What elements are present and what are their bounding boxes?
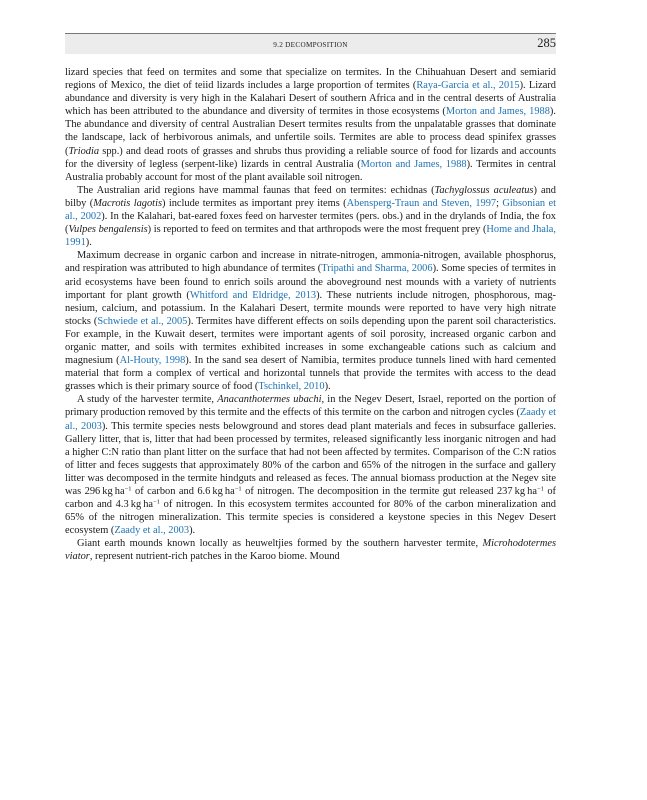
- citation-link[interactable]: Tripathi and Sharma, 2006: [321, 263, 433, 275]
- text-run: of nitrogen. In this ecosystem termites accounted for 80% of the carbon mineralization and 65% of the nitrogen mineralization. This termite species is considered a keystone species in this Negev Desert ecosystem (: [65, 499, 556, 537]
- species-name: Vulpes bengalensis: [68, 224, 148, 236]
- text-run: ;: [496, 197, 503, 209]
- running-head: 9.2 DECOMPOSITION: [273, 41, 348, 49]
- citation-link[interactable]: Morton and James, 1988: [360, 158, 467, 170]
- text-run: ).: [189, 525, 196, 537]
- page-number: 285: [537, 36, 556, 50]
- citation-link[interactable]: Schwiede et al., 2005: [97, 315, 188, 327]
- exponent: −1: [124, 485, 132, 493]
- text-run: lizard species that feed on termites and some that specialize on termites. In the Chihuahuan Desert and semiarid regions of Mexico, the diet of teiid lizards includes a large proportion of termites (: [65, 67, 556, 92]
- paragraph-lizards: [65, 66, 556, 184]
- text-run: ).: [85, 237, 92, 249]
- running-header: [65, 33, 556, 54]
- text-run: Giant earth mounds known locally as heuweltjies formed by the southern harvester termite,: [77, 538, 483, 550]
- text-run: Maximum decrease in organic carbon and increase in nitrate-nitrogen, ammonia-nitrogen, available phosphorus, and respiration was attributed to high abundance of termites (: [65, 250, 556, 275]
- text-run: of carbon and 6.6 kg ha: [131, 486, 235, 497]
- text-run: ). In the Kalahari, bat-eared foxes feed on harvester termites (pers. obs.) and in the drylands of India, the fox (: [65, 211, 557, 236]
- citation-link[interactable]: Al-Houty, 1998: [119, 355, 186, 367]
- body-text: [65, 66, 556, 564]
- text-run: ) is reported to feed on termites and that arthropods were the most frequent prey (: [147, 224, 487, 236]
- text-run: ). This termite species nests belowground and stores dead plant materials and feces in subsurface galleries. Gallery litter, that is, litter that had been processed by termites, released significantly less inorganic nitrogen and had a higher C:N ratio than plant litter on the surface that had not been affected by termites. Comparison of the C:N ratios of litter and feces suggests that approximately 80% of the carbon and 65% of the nitrogen in the surface and gallery litter was decomposed in the termite hindguts and released as feces. The annual biomass production at the Negev site was 296 kg ha: [65, 420, 556, 497]
- paragraph-harvester-termite: [65, 393, 556, 537]
- paragraph-soil-nutrients: [65, 249, 556, 393]
- citation-link[interactable]: Zaady et al., 2003: [114, 525, 190, 537]
- citation-link[interactable]: Morton and James, 1988: [445, 106, 550, 118]
- exponent: −1: [536, 485, 544, 493]
- text-run: spp.) and dead roots of grasses and shrubs thus providing a reliable source of food for lizards and accounts for the diversity of legless (serpent-like) lizards in central Australia (: [65, 145, 556, 170]
- text-run: ). Lizard abundance and diversity is very high in the Kalahari Desert of southern Africa and in the central deserts of Australia which has been attributed to the abundance and diversity of termites in those ecosystems (: [65, 80, 556, 118]
- citation-link[interactable]: Gibsonian et al., 2002: [65, 197, 556, 223]
- text-run: ) include termites as important prey items (: [162, 197, 347, 209]
- text-run: ).: [324, 381, 331, 393]
- text-run: ). Termites in central Australia probably account for most of the plant available soil nitrogen.: [65, 158, 556, 183]
- text-run: ). The abundance and diversity of central Australian Desert termites results from the unpalatable grasses that dominate the landscape, lack of herbivorous animals, and unfertile soils. Termites are able to process dead spinifex grasses (: [65, 106, 556, 157]
- text-run: ). These nutrients include nitrogen, phosphorous, magnesium, calcium, and potassium. In the Kalahari Desert, termite mounds were reported to have very high nitrate stocks (: [65, 289, 556, 327]
- text-run: ). Some species of termites in arid ecosystems have been found to enrich soils around the aboveground nest mounds with a variety of nutrients important for plant growth (: [65, 263, 556, 301]
- citation-link[interactable]: Home and Jhala, 1991: [65, 224, 556, 249]
- citation-link[interactable]: Whitford and Eldridge, 2013: [189, 289, 317, 301]
- species-name: Macrotis lagotis: [93, 197, 162, 209]
- species-name: Tachyglossus aculeatus: [434, 184, 534, 196]
- species-name: Microhodotermes viator: [65, 538, 556, 563]
- species-name: Triodia: [68, 145, 100, 157]
- text-run: of nitrogen. The decomposition in the termite gut released 237 kg ha: [241, 486, 537, 497]
- exponent: −1: [234, 485, 242, 493]
- paragraph-earth-mounds: [65, 537, 556, 563]
- species-name: Anacanthotermes ubachi: [217, 394, 322, 406]
- citation-link[interactable]: Raya-Garcia et al., 2015: [416, 80, 520, 92]
- text-run: ). In the sand sea desert of Namibia, termites produce tunnels lined with hard cemented material that form a complex of vertical and horizontal tunnels that provide the termites with access to the dead grasses which is their primary source of food (: [65, 355, 556, 393]
- text-run: of carbon and 4.3 kg ha: [65, 486, 556, 511]
- text-run: A study of the harvester termite,: [77, 394, 218, 406]
- text-run: ) and bilby (: [65, 184, 556, 209]
- text-run: , in the Negev Desert, Israel, reported on the portion of primary production removed by this termite and the effects of this termite on the carbon and nitrogen cycles (: [65, 394, 556, 419]
- paragraph-mammals: [65, 184, 556, 249]
- text-run: The Australian arid regions have mammal faunas that feed on termites: echidnas (: [77, 184, 435, 196]
- text-run: , represent nutrient-rich patches in the Karoo biome. Mound: [89, 551, 340, 563]
- exponent: −1: [153, 498, 160, 506]
- citation-link[interactable]: Abensperg-Traun and Steven, 1997: [346, 197, 497, 209]
- citation-link[interactable]: Tschinkel, 2010: [258, 381, 325, 393]
- citation-link[interactable]: Zaady et al., 2003: [65, 407, 557, 432]
- text-run: ). Termites have different effects on soils depending upon the parent soil characteristics. For example, in the Kuwait desert, termites were important agents of soil porosity, increased organic carbon and organic matter, and soils with termites exhibited increases in some exchangeable cations such as calcium and magnesium (: [65, 315, 556, 367]
